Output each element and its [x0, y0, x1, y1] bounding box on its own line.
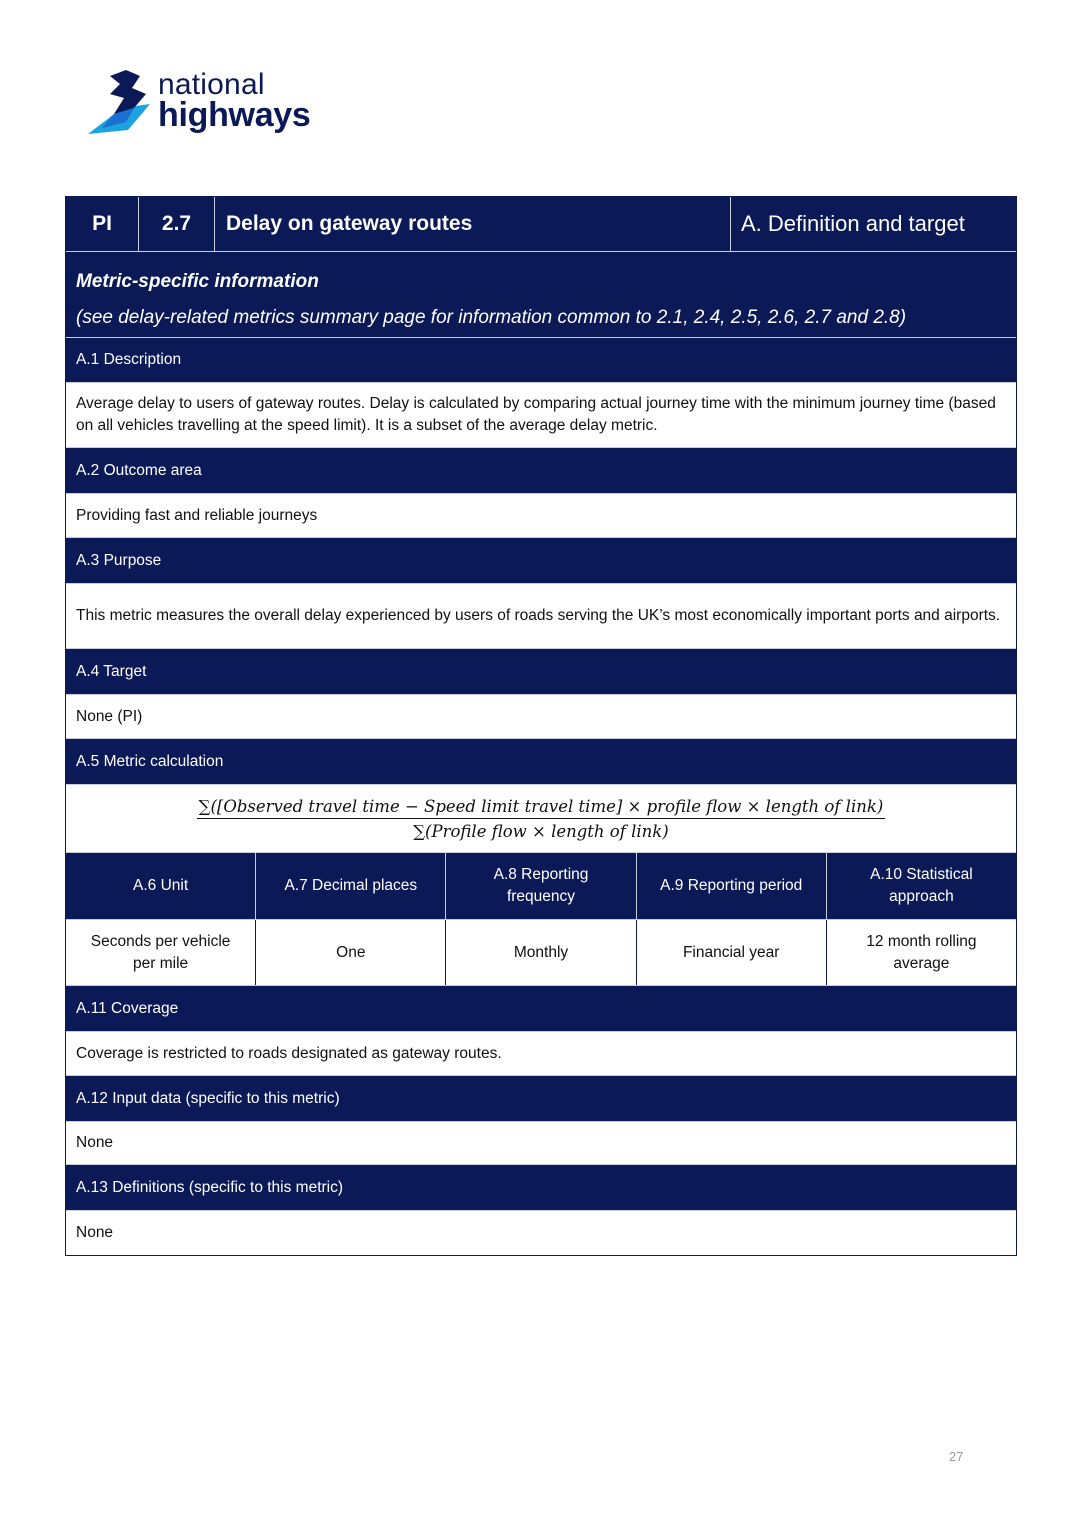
formula-numerator: ∑([Observed travel time − Speed limit travel time] × profile flow × length of link) [197, 797, 886, 819]
a3-label: A.3 Purpose [66, 538, 1016, 584]
decimal-places-header: A.7 Decimal places [256, 853, 446, 919]
national-highways-logo [88, 68, 318, 140]
a11-text: Coverage is restricted to roads designated as gateway routes. [66, 1032, 1016, 1076]
unit-value: Seconds per vehicle per mile [66, 920, 256, 985]
metric-sheet [65, 196, 1017, 1256]
metric-title: Delay on gateway routes [215, 197, 731, 251]
a13-label: A.13 Definitions (specific to this metric) [66, 1165, 1016, 1211]
a13-text: None [66, 1211, 1016, 1255]
reporting-frequency-header: A.8 Reporting frequency [446, 853, 636, 919]
page-number: 27 [949, 1449, 964, 1464]
logo-word-national: national [158, 68, 265, 101]
a4-label: A.4 Target [66, 649, 1016, 695]
metric-info-note: (see delay-related metrics summary page for information common to 2.1, 2.4, 2.5, 2.6, 2.7 and 2.8) [76, 307, 907, 328]
metric-info-heading: Metric-specific information [76, 271, 319, 292]
a12-text: None [66, 1122, 1016, 1165]
reporting-period-value: Financial year [637, 920, 827, 985]
attributes-value-row [66, 920, 1016, 986]
a2-text: Providing fast and reliable journeys [66, 494, 1016, 538]
a2-label: A.2 Outcome area [66, 448, 1016, 494]
statistical-approach-header: A.10 Statistical approach [870, 866, 973, 905]
logo-word-highways: highways [158, 96, 311, 134]
formula-denominator: ∑(Profile flow × length of link) [413, 821, 669, 841]
reporting-period-header: A.9 Reporting period [637, 853, 827, 919]
a5-label: A.5 Metric calculation [66, 739, 1016, 785]
reporting-frequency-value: Monthly [446, 920, 636, 985]
a11-label: A.11 Coverage [66, 986, 1016, 1032]
section-title: A. Definition and target [741, 211, 965, 236]
a12-label: A.12 Input data (specific to this metric) [66, 1076, 1016, 1122]
attributes-header-row [66, 853, 1016, 920]
a1-text: Average delay to users of gateway routes. Delay is calculated by comparing actual journey time with the minimum journey time (based on all vehicles travelling at the speed limit). It is a subset of the average delay metric. [66, 383, 1016, 448]
a1-label: A.1 Description [66, 338, 1016, 383]
decimal-places-value: One [256, 920, 446, 985]
metric-number: 2.7 [139, 197, 215, 251]
logo-mark-icon [88, 68, 158, 138]
a4-text: None (PI) [66, 695, 1016, 739]
statistical-approach-value: 12 month rolling average [866, 932, 977, 972]
unit-header: A.6 Unit [66, 853, 256, 919]
pi-label: PI [66, 197, 139, 251]
metric-header-row [66, 197, 1016, 252]
a3-text: This metric measures the overall delay experienced by users of roads serving the UK’s most economically important ports and airports. [66, 584, 1016, 649]
metric-formula [66, 785, 1016, 853]
metric-specific-info [66, 252, 1016, 338]
